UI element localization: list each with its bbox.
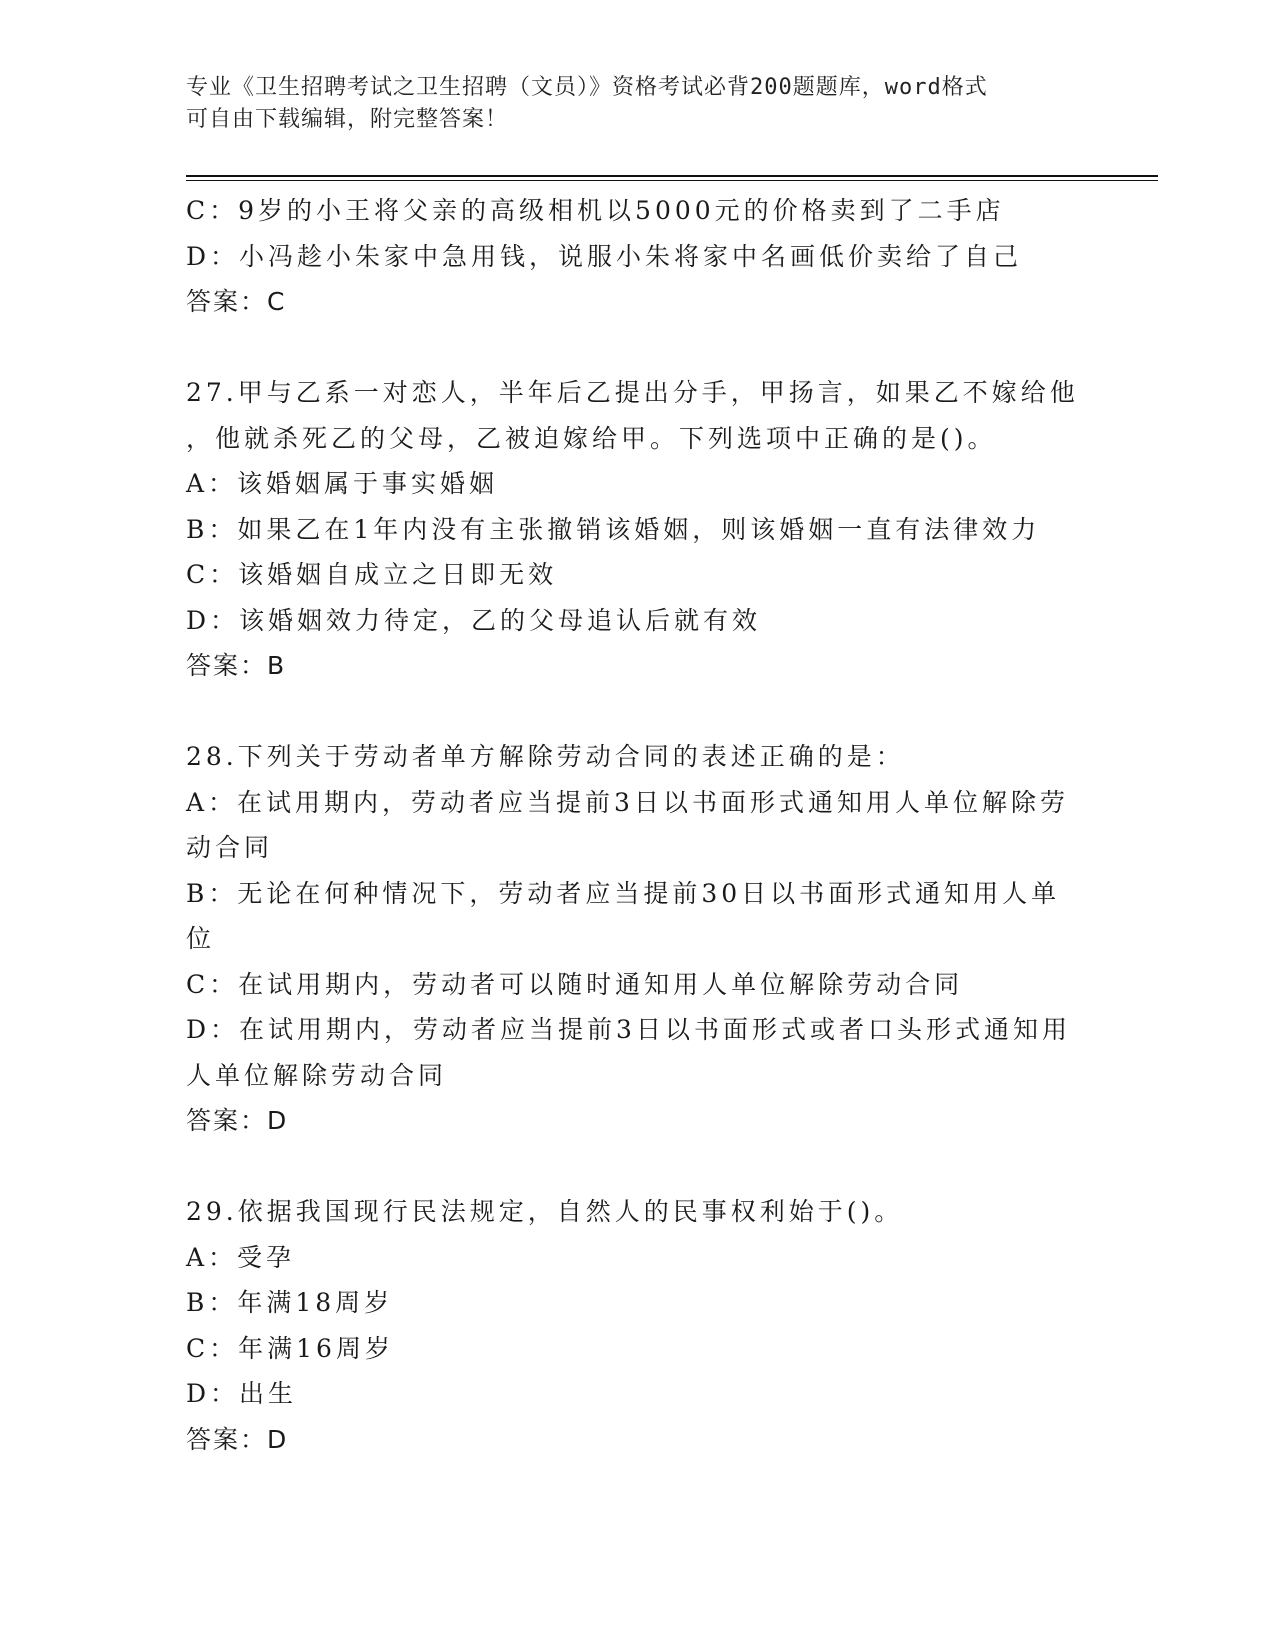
q28-option-b-line-2: 位 [186,924,216,953]
q27-option-a: A：该婚姻属于事实婚姻 [186,469,499,498]
q27-option-c: C：该婚姻自成立之日即无效 [186,560,558,589]
q28-option-a-line-1: A：在试用期内，劳动者应当提前3日以书面形式通知用人单位解除劳 [186,787,1069,817]
q28-option-d-line-1: D：在试用期内，劳动者应当提前3日以书面形式或者口头形式通知用 [186,1015,1071,1044]
q27-option-b: B：如果乙在1年内没有主张撤销该婚姻，则该婚姻一直有法律效力 [186,514,1041,544]
question-spacer [186,689,1086,735]
q27-option-d: D：该婚姻效力待定，乙的父母追认后就有效 [186,605,762,635]
header-line-2: 可自由下载编辑，附完整答案！ [186,107,509,132]
page-header [186,72,1066,136]
header-divider [186,175,1158,181]
document-body [186,188,1086,1462]
q28-option-a-line-2: 动合同 [186,833,274,862]
q27-stem-line-1: 27.甲与乙系一对恋人，半年后乙提出分手，甲扬言，如果乙不嫁给他 [186,378,1079,407]
question-spacer [186,325,1086,371]
header-line-1: 专业《卫生招聘考试之卫生招聘（文员）》资格考试必背200题题库，word格式 [186,75,988,100]
q28-stem: 28.下列关于劳动者单方解除劳动合同的表述正确的是： [186,742,905,771]
q28-answer: 答案：D [186,1106,289,1135]
q29-stem: 29.依据我国现行民法规定，自然人的民事权利始于()。 [186,1197,904,1226]
q29-answer: 答案：D [186,1424,289,1454]
q29-option-a: A：受孕 [186,1242,296,1272]
question-spacer [186,1144,1086,1190]
q29-option-c: C：年满16周岁 [186,1333,394,1363]
q27-stem-line-2: ，他就杀死乙的父母，乙被迫嫁给甲。下列选项中正确的是()。 [186,423,997,453]
q26-option-d: D：小冯趁小朱家中急用钱，说服小朱将家中名画低价卖给了自己 [186,241,1023,271]
q26-answer: 答案：C [186,287,287,316]
q28-option-d-line-2: 人单位解除劳动合同 [186,1060,448,1090]
q29-option-b: B：年满18周岁 [186,1288,394,1317]
q29-option-d: D：出生 [186,1379,298,1408]
q28-option-c: C：在试用期内，劳动者可以随时通知用人单位解除劳动合同 [186,969,964,999]
q28-option-b-line-1: B：无论在何种情况下，劳动者应当提前30日以书面形式通知用人单 [186,878,1061,908]
q27-answer: 答案：B [186,651,287,680]
q26-option-c: C：9岁的小王将父亲的高级相机以5000元的价格卖到了二手店 [186,196,1005,225]
